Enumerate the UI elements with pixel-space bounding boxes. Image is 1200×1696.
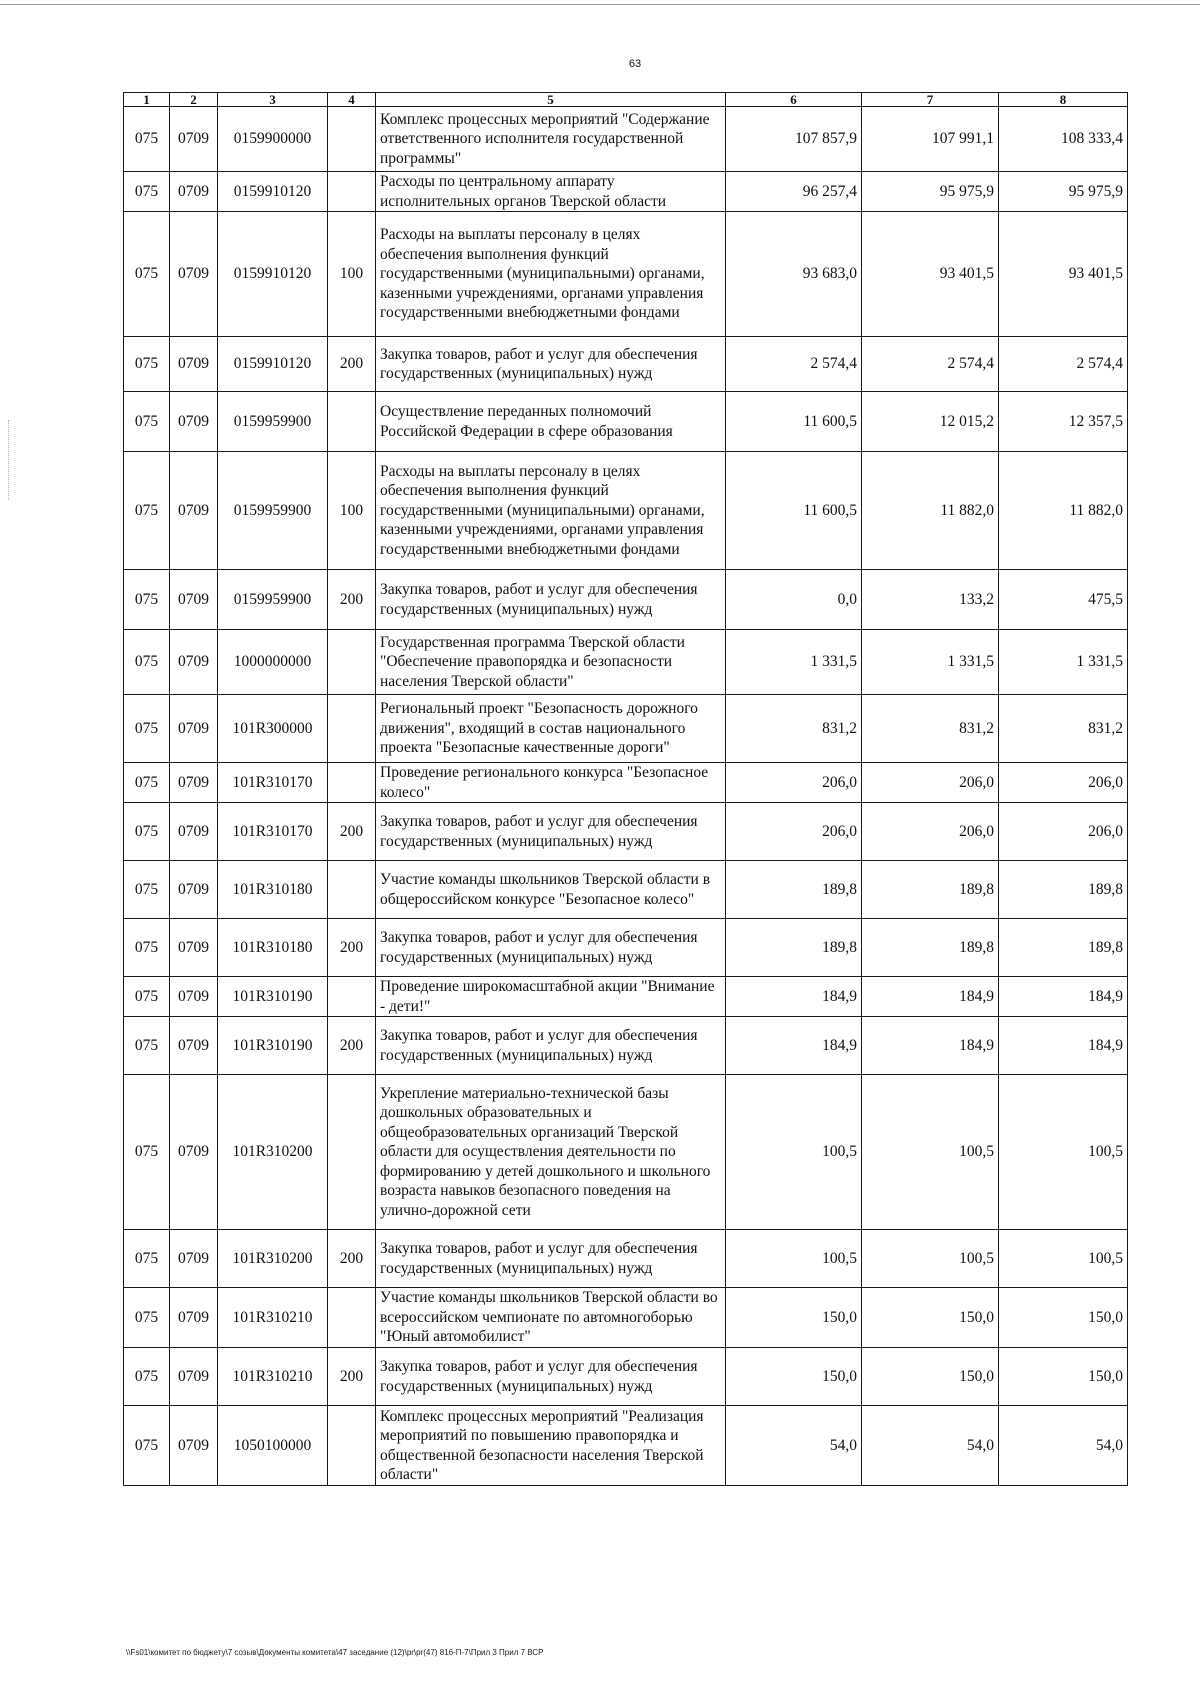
cell-amount-year2: 95 975,9 <box>862 172 999 212</box>
col-header-3: 3 <box>218 93 328 107</box>
footer-file-path: \\Fs01\комитет по бюджету\7 созыв\Документы комитета\47 заседание (12)\pr\pr(47) 816-П-7\Прил 3 Прил 7 ВСР <box>126 1648 544 1657</box>
table-row <box>124 803 1128 861</box>
cell-expense-type <box>328 1288 376 1348</box>
cell-target-article: 101R310170 <box>218 803 328 861</box>
cell-description: Закупка товаров, работ и услуг для обеспечения государственных (муниципальных) нужд <box>376 570 726 630</box>
cell-amount-year2: 11 882,0 <box>862 452 999 570</box>
cell-description: Региональный проект "Безопасность дорожного движения", входящий в состав национального проекта "Безопасные качественные дороги" <box>376 695 726 763</box>
cell-target-article: 1000000000 <box>218 630 328 695</box>
cell-amount-year1: 184,9 <box>726 977 862 1017</box>
cell-amount-year2: 150,0 <box>862 1288 999 1348</box>
cell-amount-year2: 12 015,2 <box>862 392 999 452</box>
cell-amount-year2: 206,0 <box>862 803 999 861</box>
cell-target-article: 1050100000 <box>218 1406 328 1486</box>
cell-amount-year2: 831,2 <box>862 695 999 763</box>
table-row <box>124 107 1128 172</box>
cell-section-code: 0709 <box>170 630 218 695</box>
cell-section-code: 0709 <box>170 763 218 803</box>
cell-amount-year3: 100,5 <box>999 1075 1128 1230</box>
cell-amount-year1: 0,0 <box>726 570 862 630</box>
cell-expense-type: 200 <box>328 570 376 630</box>
cell-expense-type: 100 <box>328 452 376 570</box>
cell-amount-year3: 11 882,0 <box>999 452 1128 570</box>
cell-description: Проведение регионального конкурса "Безопасное колесо" <box>376 763 726 803</box>
cell-expense-type: 200 <box>328 1348 376 1406</box>
cell-amount-year1: 1 331,5 <box>726 630 862 695</box>
cell-amount-year1: 100,5 <box>726 1075 862 1230</box>
cell-description: Участие команды школьников Тверской области во всероссийском чемпионате по автомногоборью "Юный автомобилист" <box>376 1288 726 1348</box>
cell-description: Закупка товаров, работ и услуг для обеспечения государственных (муниципальных) нужд <box>376 1348 726 1406</box>
cell-target-article: 101R310200 <box>218 1230 328 1288</box>
cell-admin-code: 075 <box>124 172 170 212</box>
cell-amount-year3: 108 333,4 <box>999 107 1128 172</box>
cell-amount-year2: 133,2 <box>862 570 999 630</box>
cell-expense-type <box>328 392 376 452</box>
cell-expense-type <box>328 107 376 172</box>
cell-amount-year2: 54,0 <box>862 1406 999 1486</box>
cell-amount-year3: 184,9 <box>999 1017 1128 1075</box>
cell-amount-year1: 107 857,9 <box>726 107 862 172</box>
cell-amount-year1: 11 600,5 <box>726 452 862 570</box>
cell-amount-year1: 54,0 <box>726 1406 862 1486</box>
cell-admin-code: 075 <box>124 630 170 695</box>
cell-description: Расходы по центральному аппарату исполнительных органов Тверской области <box>376 172 726 212</box>
cell-section-code: 0709 <box>170 1288 218 1348</box>
cell-target-article: 0159910120 <box>218 172 328 212</box>
cell-target-article: 101R310210 <box>218 1348 328 1406</box>
table-row <box>124 861 1128 919</box>
cell-section-code: 0709 <box>170 1348 218 1406</box>
cell-expense-type <box>328 861 376 919</box>
cell-target-article: 101R300000 <box>218 695 328 763</box>
cell-amount-year1: 150,0 <box>726 1288 862 1348</box>
cell-amount-year3: 475,5 <box>999 570 1128 630</box>
cell-amount-year1: 206,0 <box>726 763 862 803</box>
cell-admin-code: 075 <box>124 919 170 977</box>
cell-expense-type: 200 <box>328 1230 376 1288</box>
cell-amount-year1: 189,8 <box>726 861 862 919</box>
column-number-header-row <box>124 93 1128 107</box>
cell-section-code: 0709 <box>170 1017 218 1075</box>
cell-section-code: 0709 <box>170 172 218 212</box>
cell-amount-year3: 95 975,9 <box>999 172 1128 212</box>
cell-amount-year2: 184,9 <box>862 1017 999 1075</box>
cell-amount-year1: 11 600,5 <box>726 392 862 452</box>
table-row <box>124 337 1128 392</box>
cell-section-code: 0709 <box>170 977 218 1017</box>
cell-amount-year2: 189,8 <box>862 919 999 977</box>
cell-amount-year1: 96 257,4 <box>726 172 862 212</box>
table-row <box>124 919 1128 977</box>
cell-target-article: 0159959900 <box>218 392 328 452</box>
cell-target-article: 101R310210 <box>218 1288 328 1348</box>
cell-section-code: 0709 <box>170 803 218 861</box>
cell-description: Закупка товаров, работ и услуг для обеспечения государственных (муниципальных) нужд <box>376 1017 726 1075</box>
table-row <box>124 392 1128 452</box>
cell-admin-code: 075 <box>124 695 170 763</box>
cell-admin-code: 075 <box>124 337 170 392</box>
cell-expense-type <box>328 695 376 763</box>
table-row <box>124 212 1128 337</box>
cell-admin-code: 075 <box>124 763 170 803</box>
cell-target-article: 0159959900 <box>218 570 328 630</box>
cell-admin-code: 075 <box>124 212 170 337</box>
cell-section-code: 0709 <box>170 919 218 977</box>
cell-description: Закупка товаров, работ и услуг для обеспечения государственных (муниципальных) нужд <box>376 1230 726 1288</box>
scan-margin-mark <box>8 420 9 500</box>
cell-amount-year1: 150,0 <box>726 1348 862 1406</box>
cell-target-article: 101R310190 <box>218 1017 328 1075</box>
cell-expense-type: 200 <box>328 919 376 977</box>
cell-amount-year1: 2 574,4 <box>726 337 862 392</box>
cell-amount-year3: 206,0 <box>999 763 1128 803</box>
cell-target-article: 0159910120 <box>218 212 328 337</box>
cell-amount-year3: 1 331,5 <box>999 630 1128 695</box>
cell-admin-code: 075 <box>124 107 170 172</box>
table-row <box>124 1075 1128 1230</box>
cell-section-code: 0709 <box>170 107 218 172</box>
page-number: 63 <box>628 58 642 70</box>
cell-expense-type <box>328 977 376 1017</box>
budget-table <box>123 92 1128 1486</box>
cell-amount-year3: 189,8 <box>999 919 1128 977</box>
cell-amount-year1: 100,5 <box>726 1230 862 1288</box>
cell-expense-type <box>328 1406 376 1486</box>
table-row <box>124 1230 1128 1288</box>
table-row <box>124 570 1128 630</box>
cell-section-code: 0709 <box>170 570 218 630</box>
cell-admin-code: 075 <box>124 1406 170 1486</box>
cell-amount-year2: 100,5 <box>862 1230 999 1288</box>
cell-section-code: 0709 <box>170 1230 218 1288</box>
table-row <box>124 977 1128 1017</box>
cell-description: Расходы на выплаты персоналу в целях обеспечения выполнения функций государственными (муниципальными) органами, казенными учреждениями, органами управления государственными внебюджетными фондами <box>376 452 726 570</box>
cell-admin-code: 075 <box>124 977 170 1017</box>
cell-section-code: 0709 <box>170 392 218 452</box>
cell-expense-type <box>328 630 376 695</box>
table-row <box>124 630 1128 695</box>
top-scan-rule <box>0 4 1200 5</box>
cell-expense-type: 200 <box>328 803 376 861</box>
cell-section-code: 0709 <box>170 1406 218 1486</box>
col-header-8: 8 <box>999 93 1128 107</box>
cell-amount-year3: 184,9 <box>999 977 1128 1017</box>
cell-description: Проведение широкомасштабной акции "Внимание - дети!" <box>376 977 726 1017</box>
cell-expense-type <box>328 172 376 212</box>
cell-section-code: 0709 <box>170 212 218 337</box>
cell-amount-year3: 12 357,5 <box>999 392 1128 452</box>
cell-amount-year1: 93 683,0 <box>726 212 862 337</box>
cell-description: Участие команды школьников Тверской области в общероссийском конкурсе "Безопасное колесо" <box>376 861 726 919</box>
cell-admin-code: 075 <box>124 1075 170 1230</box>
cell-amount-year1: 206,0 <box>726 803 862 861</box>
cell-section-code: 0709 <box>170 695 218 763</box>
cell-amount-year2: 93 401,5 <box>862 212 999 337</box>
cell-amount-year2: 2 574,4 <box>862 337 999 392</box>
cell-amount-year2: 100,5 <box>862 1075 999 1230</box>
cell-description: Расходы на выплаты персоналу в целях обеспечения выполнения функций государственными (муниципальными) органами, казенными учреждениями, органами управления государственными внебюджетными фондами <box>376 212 726 337</box>
cell-amount-year3: 2 574,4 <box>999 337 1128 392</box>
cell-amount-year2: 1 331,5 <box>862 630 999 695</box>
col-header-2: 2 <box>170 93 218 107</box>
table-row <box>124 172 1128 212</box>
cell-amount-year3: 150,0 <box>999 1348 1128 1406</box>
cell-expense-type <box>328 763 376 803</box>
cell-amount-year2: 206,0 <box>862 763 999 803</box>
cell-description: Комплекс процессных мероприятий "Реализация мероприятий по повышению правопорядка и общественной безопасности населения Тверской области" <box>376 1406 726 1486</box>
cell-amount-year1: 831,2 <box>726 695 862 763</box>
table-row <box>124 1017 1128 1075</box>
cell-section-code: 0709 <box>170 1075 218 1230</box>
cell-expense-type: 200 <box>328 1017 376 1075</box>
cell-target-article: 101R310170 <box>218 763 328 803</box>
cell-admin-code: 075 <box>124 861 170 919</box>
cell-amount-year3: 93 401,5 <box>999 212 1128 337</box>
cell-description: Закупка товаров, работ и услуг для обеспечения государственных (муниципальных) нужд <box>376 919 726 977</box>
cell-amount-year1: 189,8 <box>726 919 862 977</box>
cell-target-article: 101R310180 <box>218 861 328 919</box>
cell-section-code: 0709 <box>170 861 218 919</box>
cell-admin-code: 075 <box>124 1230 170 1288</box>
cell-expense-type: 200 <box>328 337 376 392</box>
cell-amount-year2: 184,9 <box>862 977 999 1017</box>
cell-description: Комплекс процессных мероприятий "Содержание ответственного исполнителя государственной программы" <box>376 107 726 172</box>
col-header-7: 7 <box>862 93 999 107</box>
cell-description: Укрепление материально-технической базы дошкольных образовательных и общеобразовательных организаций Тверской области для осуществления деятельности по формированию у детей дошкольного и школьного возраста навыков безопасного поведения на улично-дорожной сети <box>376 1075 726 1230</box>
cell-admin-code: 075 <box>124 1288 170 1348</box>
cell-description: Государственная программа Тверской области "Обеспечение правопорядка и безопасности населения Тверской области" <box>376 630 726 695</box>
cell-amount-year3: 206,0 <box>999 803 1128 861</box>
cell-expense-type <box>328 1075 376 1230</box>
cell-amount-year3: 54,0 <box>999 1406 1128 1486</box>
table-row <box>124 763 1128 803</box>
table-body <box>124 107 1128 1486</box>
cell-amount-year2: 150,0 <box>862 1348 999 1406</box>
table-row <box>124 1348 1128 1406</box>
cell-amount-year3: 100,5 <box>999 1230 1128 1288</box>
cell-target-article: 101R310190 <box>218 977 328 1017</box>
col-header-1: 1 <box>124 93 170 107</box>
cell-target-article: 0159910120 <box>218 337 328 392</box>
cell-amount-year3: 831,2 <box>999 695 1128 763</box>
cell-amount-year3: 189,8 <box>999 861 1128 919</box>
table-row <box>124 695 1128 763</box>
cell-target-article: 101R310180 <box>218 919 328 977</box>
cell-description: Осуществление переданных полномочий Российской Федерации в сфере образования <box>376 392 726 452</box>
cell-description: Закупка товаров, работ и услуг для обеспечения государственных (муниципальных) нужд <box>376 337 726 392</box>
cell-description: Закупка товаров, работ и услуг для обеспечения государственных (муниципальных) нужд <box>376 803 726 861</box>
cell-target-article: 0159900000 <box>218 107 328 172</box>
cell-admin-code: 075 <box>124 1348 170 1406</box>
col-header-4: 4 <box>328 93 376 107</box>
cell-admin-code: 075 <box>124 1017 170 1075</box>
cell-admin-code: 075 <box>124 570 170 630</box>
cell-target-article: 101R310200 <box>218 1075 328 1230</box>
cell-admin-code: 075 <box>124 803 170 861</box>
cell-admin-code: 075 <box>124 452 170 570</box>
cell-amount-year2: 107 991,1 <box>862 107 999 172</box>
col-header-5: 5 <box>376 93 726 107</box>
cell-amount-year2: 189,8 <box>862 861 999 919</box>
table-row <box>124 1288 1128 1348</box>
cell-amount-year3: 150,0 <box>999 1288 1128 1348</box>
table-row <box>124 452 1128 570</box>
cell-target-article: 0159959900 <box>218 452 328 570</box>
col-header-6: 6 <box>726 93 862 107</box>
cell-admin-code: 075 <box>124 392 170 452</box>
cell-section-code: 0709 <box>170 337 218 392</box>
cell-amount-year1: 184,9 <box>726 1017 862 1075</box>
cell-section-code: 0709 <box>170 452 218 570</box>
table-row <box>124 1406 1128 1486</box>
cell-expense-type: 100 <box>328 212 376 337</box>
